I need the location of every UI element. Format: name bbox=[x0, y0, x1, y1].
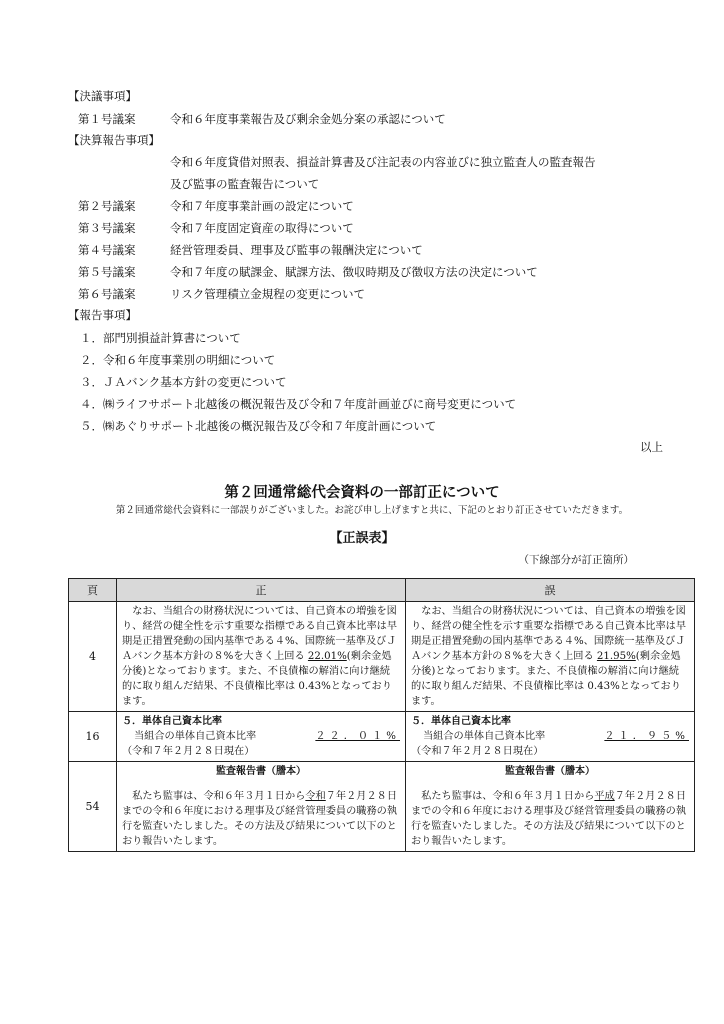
agenda-number: 第６号議案 bbox=[78, 287, 136, 301]
agenda-number: 第４号議案 bbox=[78, 243, 136, 257]
agenda-text: 令和７年度の賦課金、賦課方法、徴収時期及び徴収方法の決定について bbox=[170, 265, 538, 279]
agenda-number: 第５号議案 bbox=[78, 265, 136, 279]
errata-note: （下線部分が訂正箇所） bbox=[518, 554, 634, 566]
ratio-line bbox=[122, 729, 400, 744]
correct-paragraph bbox=[122, 604, 400, 709]
errata-header-row bbox=[69, 579, 695, 602]
wrong-paragraph bbox=[411, 604, 689, 709]
text-before: 私たち監事は、令和６年３月１日から bbox=[421, 791, 595, 802]
errata-row-page54 bbox=[69, 762, 695, 852]
heading-settlement: 【決算報告事項】 bbox=[68, 133, 160, 147]
header-correct: 正 bbox=[117, 579, 406, 602]
audit-paragraph bbox=[411, 789, 689, 849]
report-item: ５．㈱あぐりサポート北越後の概況報告及び令和７年度計画について bbox=[80, 419, 437, 433]
ratio-date: （令和７年２月２８日現在） bbox=[411, 746, 544, 757]
text-before: 私たち監事は、令和６年３月１日から bbox=[132, 791, 306, 802]
correct-ratio-cell bbox=[117, 712, 406, 762]
page-number-cell: 4 bbox=[69, 602, 117, 712]
correction-title: 第２回通常総代会資料の一部訂正について bbox=[224, 485, 500, 501]
erroneous-value: ２１．９５% bbox=[604, 731, 689, 742]
ratio-heading: ５．単体自己資本比率 bbox=[411, 716, 511, 727]
settlement-report-line2: 及び監事の監査報告について bbox=[170, 177, 320, 191]
wrong-audit-cell bbox=[406, 762, 695, 852]
audit-heading: 監査報告書（謄本） bbox=[505, 766, 595, 777]
text-before: なお、当組合の財務状況については、自己資本の増強を図り、経営の健全性を示す重要な指標である自己資本比率は早期是正措置発動の国内基準である４%、国際統一基準及びＪＡバンク基本方針の８%を大きく上回る bbox=[411, 606, 687, 662]
ratio-date: （令和７年２月２８日現在） bbox=[122, 746, 255, 757]
erroneous-value: 平成 bbox=[594, 791, 615, 802]
heading-reports: 【報告事項】 bbox=[68, 308, 137, 322]
header-page: 頁 bbox=[69, 579, 117, 602]
audit-heading: 監査報告書（謄本） bbox=[216, 766, 306, 777]
agenda-number: 第１号議案 bbox=[78, 112, 136, 126]
agenda-number: 第３号議案 bbox=[78, 221, 136, 235]
agenda-text: 経営管理委員、理事及び監事の報酬決定について bbox=[170, 243, 423, 257]
report-item: ３．ＪＡバンク基本方針の変更について bbox=[80, 375, 287, 389]
page-number-cell: 16 bbox=[69, 712, 117, 762]
errata-row-page16 bbox=[69, 712, 695, 762]
agenda-text: 令和６年度事業報告及び剰余金処分案の承認について bbox=[170, 112, 446, 126]
ratio-label: 当組合の単体自己資本比率 bbox=[423, 731, 546, 742]
report-item: ２．令和６年度事業別の明細について bbox=[80, 353, 276, 367]
ratio-label: 当組合の単体自己資本比率 bbox=[134, 731, 257, 742]
page-number-cell: 54 bbox=[69, 762, 117, 852]
agenda-number: 第２号議案 bbox=[78, 199, 136, 213]
corrected-value: ２２．０１% bbox=[315, 731, 400, 742]
agenda-text: リスク管理積立金規程の変更について bbox=[170, 287, 366, 301]
corrected-value: 令和 bbox=[305, 791, 326, 802]
ratio-heading: ５．単体自己資本比率 bbox=[122, 716, 222, 727]
closing-text: 以上 bbox=[640, 440, 663, 454]
header-wrong: 誤 bbox=[406, 579, 695, 602]
report-item: ４．㈱ライフサポート北越後の概況報告及び令和７年度計画並びに商号変更について bbox=[80, 397, 517, 411]
text-after: ７年２月２８日までの令和６年度における理事及び経営管理委員の職務の執行を監査いたしました。その方法及び結果について以下のとおり報告いたします。 bbox=[122, 791, 398, 847]
text-after: ７年２月２８日までの令和６年度における理事及び経営管理委員の職務の執行を監査いたしました。その方法及び結果について以下のとおり報告いたします。 bbox=[411, 791, 687, 847]
text-after: (剰余金処分後)となっております。また、不良債権の解消に向け継続的に取り組んだ結果、不良債権比率は 0.43%となっております。 bbox=[122, 651, 392, 707]
wrong-text-cell bbox=[406, 602, 695, 712]
report-item: １．部門別損益計算書について bbox=[80, 331, 241, 345]
wrong-ratio-cell bbox=[406, 712, 695, 762]
correct-audit-cell bbox=[117, 762, 406, 852]
ratio-line bbox=[411, 729, 689, 744]
errata-table-title: 【正誤表】 bbox=[329, 531, 395, 546]
errata-table bbox=[68, 578, 695, 852]
settlement-report-line1: 令和６年度貸借対照表、損益計算書及び注記表の内容並びに独立監査人の監査報告 bbox=[170, 155, 596, 169]
errata-row-page4 bbox=[69, 602, 695, 712]
erroneous-value: 21.95% bbox=[596, 651, 636, 662]
agenda-text: 令和７年度固定資産の取得について bbox=[170, 221, 354, 235]
heading-resolution: 【決議事項】 bbox=[68, 89, 137, 103]
text-before: なお、当組合の財務状況については、自己資本の増強を図り、経営の健全性を示す重要な指標である自己資本比率は早期是正措置発動の国内基準である４%、国際統一基準及びＪＡバンク基本方針の８%を大きく上回る bbox=[122, 606, 398, 662]
agenda-text: 令和７年度事業計画の設定について bbox=[170, 199, 354, 213]
text-after: (剰余金処分後)となっております。また、不良債権の解消に向け継続的に取り組んだ結果、不良債権比率は 0.43%となっております。 bbox=[411, 651, 681, 707]
correction-intro: 第２回通常総代会資料に一部誤りがございました。お詫び申し上げますと共に、下記のとおり訂正させていただきます。 bbox=[115, 505, 629, 516]
corrected-value: 22.01% bbox=[307, 651, 347, 662]
audit-paragraph bbox=[122, 789, 400, 849]
correct-text-cell bbox=[117, 602, 406, 712]
